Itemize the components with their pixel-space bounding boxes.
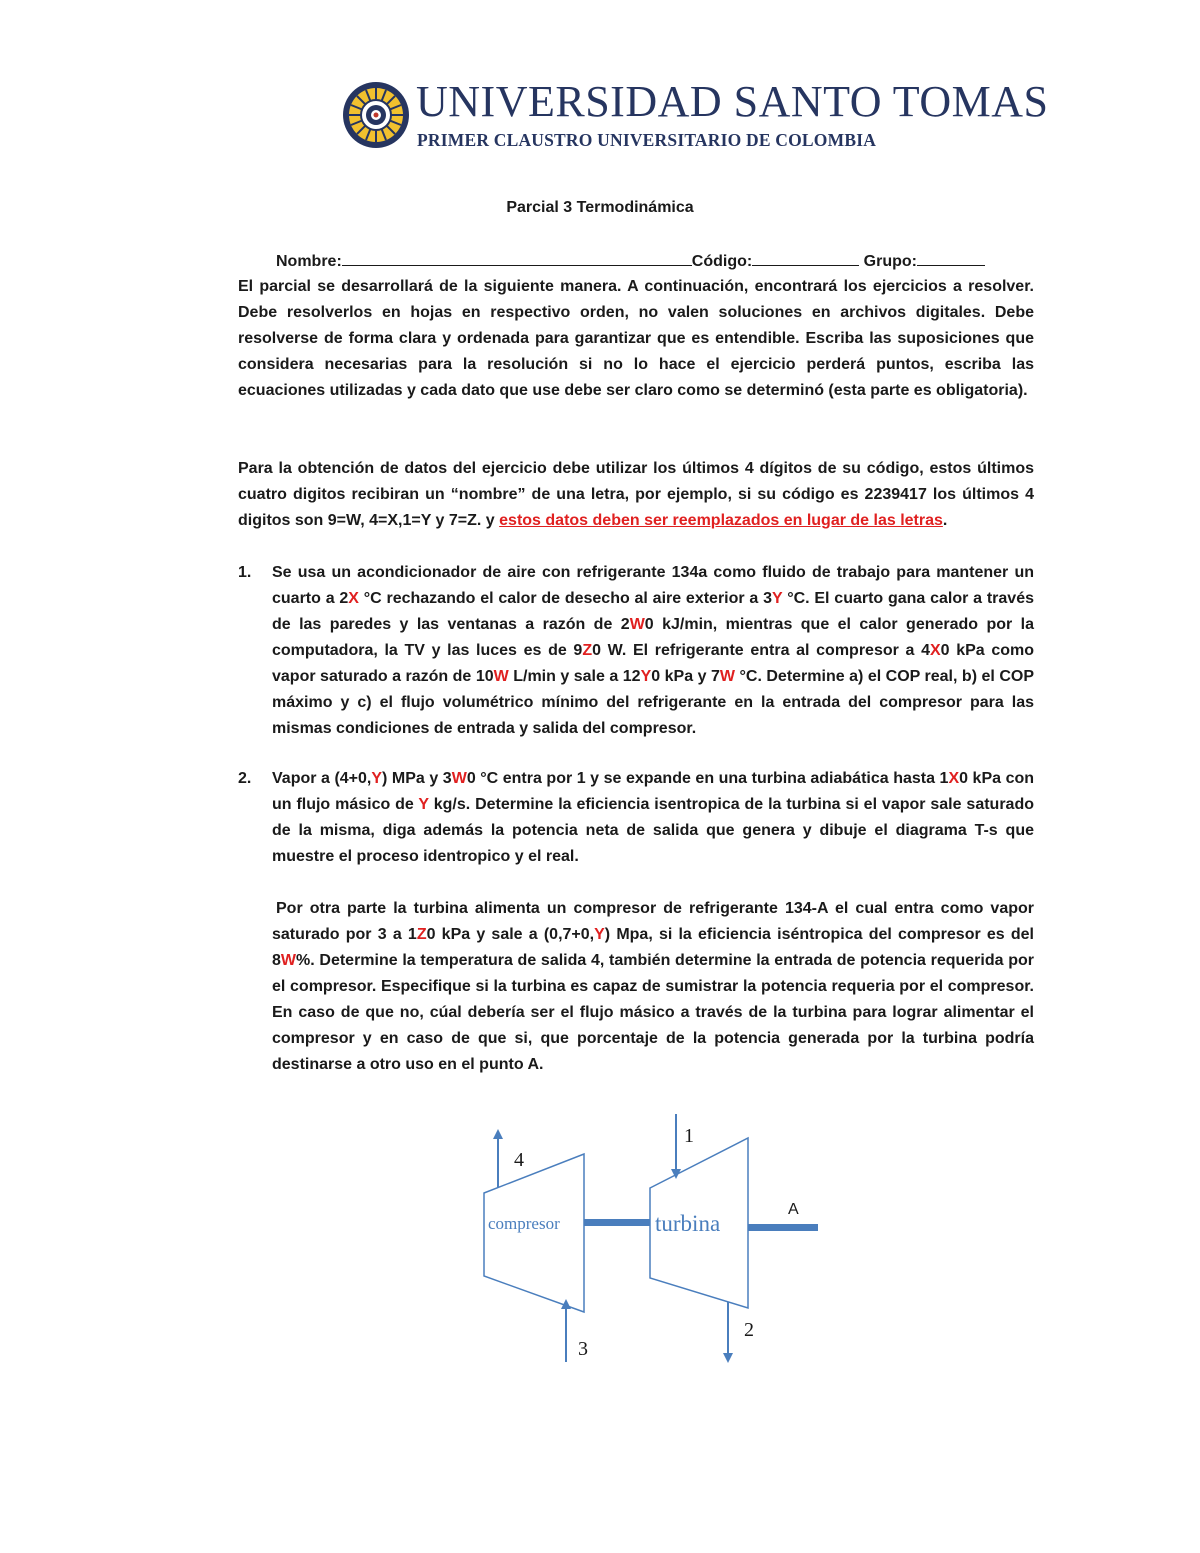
p1-var: Y [772,590,783,607]
instructions-end: . [942,512,948,529]
problem-1-number: 1. [238,564,252,581]
instructions-highlight: estos datos deben ser reemplazados en lugar de las letras [499,512,943,529]
instructions-paragraph [238,456,1034,534]
header-fields [276,251,985,271]
p2-var: Y [418,796,429,813]
university-logo [341,77,1049,150]
problem-1-text [272,560,1034,742]
p1-seg: 0 kJ/min, mientras que el calor generado por la computadora, la TV y las luces es de 9 [272,616,1035,659]
p1-seg: °C rechazando el calor de desecho al aire exterior a 3 [358,590,773,607]
shaft-compresor-turbina [584,1219,650,1226]
grupo-blank [917,251,985,266]
codigo-blank [752,251,859,266]
p1-seg: L/min y sale a 12 [508,668,641,685]
compresor-label: compresor [488,1214,560,1233]
grupo-label: Grupo: [863,253,917,270]
point-2-label: 2 [744,1319,754,1341]
intro-paragraph: El parcial se desarrollará de la siguiente manera. A continuación, encontrará los ejercicios a resolver. Debe resolverlos en hojas en respectivo orden, no valen soluciones en archivos digitales. Debe resolverse de forma clara y ordenada para garantizar que es entendible. Escriba las suposiciones que considera necesarias para la resolución si no lo hace el ejercicio perderá puntos, escriba las ecuaciones utilizadas y cada dato que use debe ser claro como se determinó (esta parte es obligatoria). [238,278,1034,399]
problem-2-number: 2. [238,770,252,787]
p2-var: Y [371,770,383,787]
nombre-label: Nombre: [276,253,342,270]
university-subtitle: PRIMER CLAUSTRO UNIVERSITARIO DE COLOMBIA [417,130,877,150]
p1-seg: °C. Determine a) el COP real, b) el COP máximo y c) el flujo volumétrico mínimo del refrigerante en la entrada del compresor para las mismas condiciones de entrada y salida del compresor. [272,668,1035,737]
p2-seg: 0 kPa con un flujo másico de [272,770,1035,813]
p2-seg: Vapor a (4+0, [272,770,372,787]
p3-seg: ) Mpa, si la eficiencia iséntropica del compresor es del 8 [272,926,1035,969]
compressor-turbine-diagram [470,1108,830,1368]
p1-seg: 0 kPa y 7 [651,668,720,685]
p1-var: Y [640,668,652,685]
point-3-label: 3 [578,1338,588,1360]
p1-seg: 0 kPa como vapor saturado a razón de 10 [272,642,1035,685]
p2-seg: ) MPa y 3 [382,770,452,787]
p1-var: X [929,642,941,659]
page-title: Parcial 3 Termodinámica [506,199,694,216]
p3-var: Z [416,926,427,943]
shaft-output-a [748,1224,818,1231]
p2-var: X [948,770,960,787]
p1-var: W [493,668,509,685]
turbina-label: turbina [655,1211,721,1236]
point-1-label: 1 [684,1125,694,1147]
p3-seg: Por otra parte la turbina alimenta un compresor de refrigerante 134-A el cual entra como vapor saturado por 3 a 1 [272,900,1034,943]
p3-var: Y [594,926,605,943]
p1-var: X [348,590,359,607]
problem-2-text [272,766,1034,870]
p1-var: Z [582,642,593,659]
p1-seg: °C. El cuarto gana calor a través de las paredes y las ventanas a razón de 2 [272,590,1034,633]
p3-seg: 0 kPa y sale a (0,7+0, [426,926,595,943]
point-a-label: A [788,1201,799,1218]
p1-seg: 0 W. El refrigerante entra al compresor a 4 [592,642,930,659]
nombre-blank [342,251,692,266]
p2-var: W [451,770,467,787]
instructions-text: Para la obtención de datos del ejercicio debe utilizar los últimos 4 dígitos de su código, estos últimos cuatro digitos recibiran un “nombre” de una letra, por ejemplo, si su código es 2239417 los últimos 4 digitos son 9=W, 4=X,1=Y y 7=Z. y [238,460,1034,529]
p2-seg: 0 °C entra por 1 y se expande en una turbina adiabática hasta 1 [466,770,949,787]
p1-var: W [719,668,735,685]
university-name: UNIVERSIDAD SANTO TOMAS [416,77,1049,126]
point-4-label: 4 [514,1149,524,1171]
p1-seg: Se usa un acondicionador de aire con refrigerante 134a como fluido de trabajo para mantener un cuarto a 2 [272,564,1034,607]
p1-var: W [629,616,645,633]
problem-2-continuation [272,896,1034,1078]
codigo-label: Código: [691,253,753,270]
p2-seg: kg/s. Determine la eficiencia isentropica de la turbina si el vapor sale saturado de la misma, diga además la potencia neta de salida que genera y dibuje el diagrama T-s que muestre el proceso identropico y el real. [272,796,1034,865]
university-seal-icon [341,80,411,150]
p3-seg: %. Determine la temperatura de salida 4, también determine la entrada de potencia requerida por el compresor. Especifique si la turbina es capaz de sumistrar la potencia requeria por el compresor. En caso de que no, cúal debería ser el flujo másico a través de la turbina para lograr alimentar el compresor y en caso de que si, que porcentaje de la potencia generada por la turbina podría destinarse a otro uso en el punto A. [272,952,1034,1073]
p3-var: W [280,952,297,969]
